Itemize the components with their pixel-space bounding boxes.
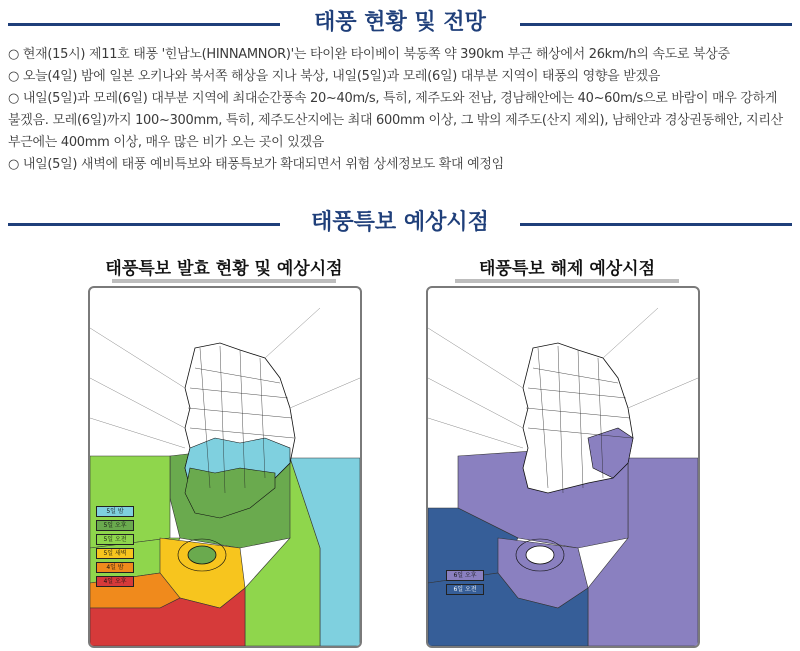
bullet-item: ○ 내일(5일)과 모레(6일) 대부분 지역에 최대순간풍속 20~40m/s, 특히, 제주도와 전남, 경남해안에는 40~60m/s으로 바람이 매우 강하게 불겠음. 모레(6일)까지 100~300mm, 특히, 제주도산지에는 최대 600mm 이상, 그 밖의 제주도(산지 제외), 남해안과 경상권동해안, 지리산 부근에는 400mm 이상, 매우 많은 비가 오는 곳이 있겠음	[8, 91, 783, 150]
section-header-status	[0, 6, 800, 40]
legend-item: 5일 밤	[96, 506, 134, 517]
section-header-forecast	[0, 206, 800, 240]
jeju-island	[188, 546, 216, 564]
jeju-island	[526, 546, 554, 564]
legend-item: 5일 오전	[96, 534, 134, 545]
bullet-item: ○ 오늘(4일) 밤에 일본 오키나와 북서쪽 해상을 지나 북상, 내일(5일)과 모레(6일) 대부분 지역이 태풍의 영향을 받겠음	[8, 69, 660, 84]
legend-item: 6일 오전	[446, 584, 484, 595]
legend-item: 6일 오후	[446, 570, 484, 581]
legend-issuance	[96, 506, 134, 590]
legend-item: 5일 오후	[96, 520, 134, 531]
typhoon-warning-map-issuance	[88, 286, 362, 648]
section-title: 태풍특보 예상시점	[293, 210, 507, 235]
bullet-list	[8, 44, 792, 176]
panel-underline	[455, 279, 679, 283]
bullet-item: ○ 현재(15시) 제11호 태풍 '힌남노(HINNAMNOR)'는 타이완 타이베이 북동쪽 약 390km 부근 해상에서 26km/h의 속도로 북상중	[8, 47, 730, 62]
legend-release	[446, 570, 484, 598]
panel-title-release: 태풍특보 해제 예상시점	[478, 259, 656, 279]
section-title: 태풍 현황 및 전망	[296, 10, 504, 35]
panel-title-issuance: 태풍특보 발효 현황 및 예상시점	[105, 259, 343, 279]
legend-item: 5일 새벽	[96, 548, 134, 559]
panel-underline	[112, 279, 336, 283]
legend-item: 4일 오후	[96, 576, 134, 587]
legend-item: 4일 밤	[96, 562, 134, 573]
bullet-item: ○ 내일(5일) 새벽에 태풍 예비특보와 태풍특보가 확대되면서 위험 상세정보도 확대 예정임	[8, 157, 504, 172]
typhoon-warning-map-release	[426, 286, 700, 648]
